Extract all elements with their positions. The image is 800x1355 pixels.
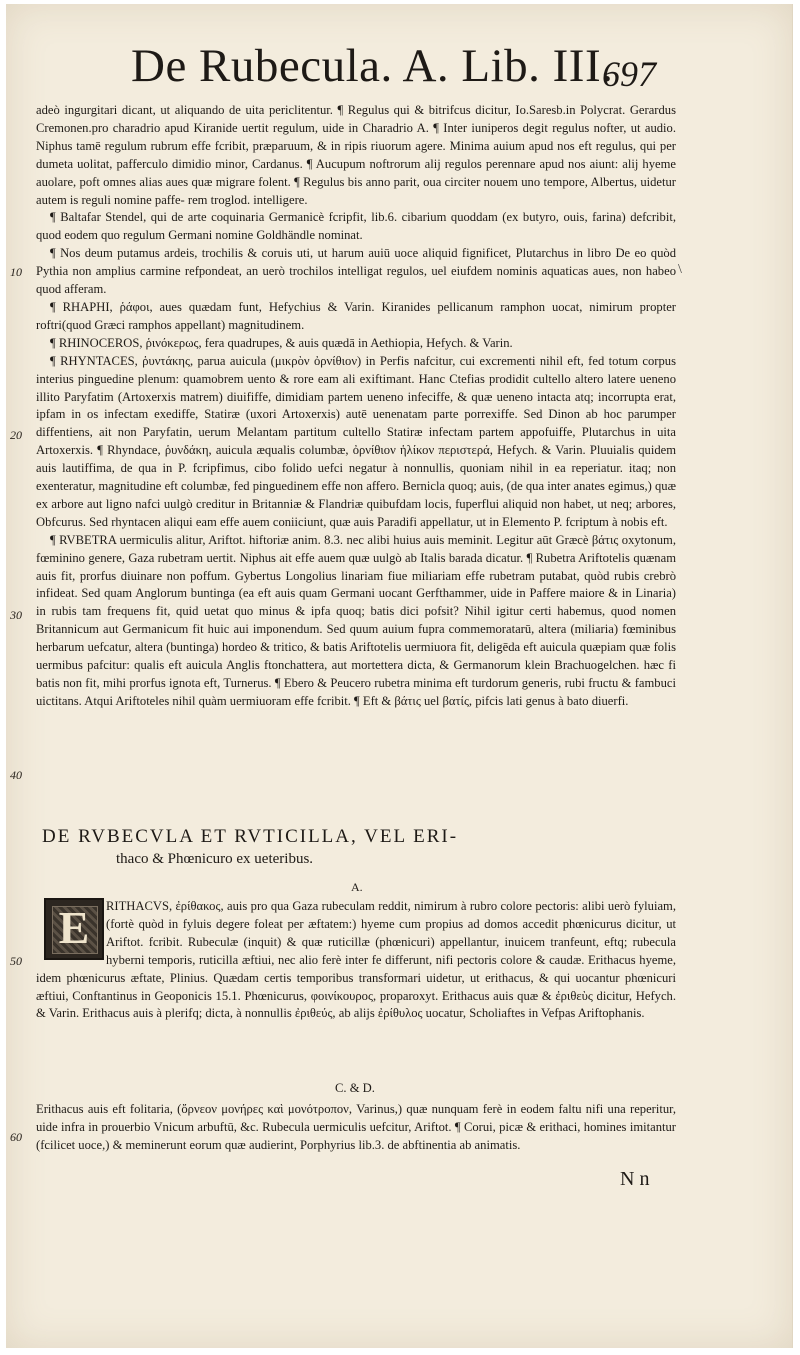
drop-cap-letter: E	[58, 902, 90, 953]
paragraph: ¶ Baltafar Stendel, qui de arte coquinaria Germanicè fcripfit, lib.6. cibarium quoddam (ex butyro, ouis, farina) defcribit, quod eodem quo regulum Germani nomine Goldhändle nominat.	[36, 210, 676, 243]
paragraph: ¶ RHYNTACES, ῥυντάκης, parua auicula (μικρὸν ὀρνίθιον) in Perfis nafcitur, cui excrementi nihil eft, fed totum corpus interius pinguedine plenum: quamobrem uento & rore eam ali exiftimant. Hanc Ctefias prodidit cultello altero latere ueneno illito Paryfatim (Artoxerxis matrem) diuififfe, dimidiam partem ueneno infeciffe, & quæ ueneno intacta atq; incorrupta erat, ipfam in os infectam exediffe, Statiræ (uxori Artoxerxis) autē uenenatam parte porrexiffe. Sed Dinon ab hoc parumper diffentiens, ait non Paryfatin, uerum Melantam partitum cultello Statiræ infectam partem appofuiffe, Plutarchus in uita Artoxerxis. ¶ Rhyndace, ῥυνδάκη, auicula æqualis columbæ, ὀρνίθιον ἡλίκον περιστερά, Hefych. & Varin. Pluuialis quidem auis lautiffima, de qua in P. fcripfimus, cibo folido uefci negatur à nonnullis, quoniam nihil in ea reperiatur. itaq; non exenteratur, magnitudine eft columbæ, fed pinguedinem effe non affero. Bernicla quoq; auis, (de qua inter anates egimus,) quæ ex arbore aut ligno nafci uulgò creditur in Britanniæ & Flandriæ quibufdam locis, fuperflui aliquid non habet, ut neq; arbores, Obfcurus. Sed rhyntacen aliqui eam effe auem coniiciunt, quæ auis Paradifi appellatur, ut in Elemento P. fcriptum à nobis eft.	[36, 353, 676, 529]
section-heading: DE RVBECVLA ET RVTICILLA, VEL ERI-	[42, 826, 459, 847]
page-header	[6, 38, 792, 98]
line-number-60: 60	[10, 1130, 22, 1144]
page-number: 697	[602, 54, 656, 94]
paragraph: ¶ Nos deum putamus ardeis, trochilis & coruis uti, ut harum auiū uoce aliquid fignificet, Plutarchus in libro De eo quòd Pythia non amplius carmine refpondeat, an uerò trochilos intelligat regulos, uel eiufdem nominis aquaticas aues, non habeo quod afferam.	[36, 246, 676, 297]
signature-mark: N n	[620, 1168, 650, 1190]
main-text	[36, 102, 676, 711]
section-letter: A.	[351, 880, 363, 894]
line-number-20: 20	[10, 428, 22, 442]
section-text	[36, 898, 676, 1023]
running-title: De Rubecula. A. Lib. III.	[131, 40, 614, 92]
book-page	[6, 4, 793, 1348]
line-number-40: 40	[10, 768, 22, 782]
paragraph: ¶ RHINOCEROS, ῥινόκερως, fera quadrupes, & auis quædā in Aethiopia, Hefych. & Varin.	[50, 335, 513, 350]
line-number-50: 50	[10, 954, 22, 968]
paragraph: Erithacus auis eft folitaria, (ὄρνεον μονήρες καὶ μονότροπον, Varinus,) quæ nunquam ferè in eodem faltu nifi una reperitur, uide infra in prouerbio Vnicum arbuftū, &c. Rubecula uermiculis uefcitur, Ariftot. ¶ Corui, picæ & erithaci, homines imitantur (fcilicet uoce,) & meminerunt eorum quæ audierint, Porphyrius lib.3. de abftinentia ab animatis.	[36, 1102, 676, 1152]
paragraph: ¶ RHAPHI, ῥάφοι, aues quædam funt, Hefychius & Varin. Kiranides pellicanum ramphon uocat, nimirum propter roftri(quod Græci ramphos appellant) magnitudinem.	[36, 299, 676, 332]
section-text-2	[36, 1101, 676, 1155]
section-subheading: thaco & Phœnicuro ex ueteribus.	[116, 851, 314, 867]
paragraph: RITHACVS, ἐρίθακος, auis pro qua Gaza rubeculam reddit, nimirum à rubro colore pectoris: alibi uerò fyluiam, (fortè quòd in fyluis degere foleat per æftatem:) hyeme cum propius ad domos accedit phœnicurus dicitur, ut Ariftot. fcribit. Rubeculæ (inquit) & quæ ruticillæ (phœnicuri) appellantur, inuicem tranfeunt, eftq; rubecula hyberni temporis, ruticilla æftiui, nec alio ferè inter fe differunt, nifi pectoris colore & caudæ. Erithacus hyeme, idem phœnicurus æftate, Plinius. Quædam certis temporibus transformari uidetur, ut erithacus, & qui uocantur phœnicuri æftiui, Conftantinus in Geoponicis 15.1. Phœnicurus, φοινίκουρος, proparoxyt. Erithacus auis quæ & ἐριθεὺς dicitur, Hefych. & Varin. Erithacus auis à plerifq; dicta, à nonnullis ἐριθεύς, ab alijs ἐρίθυλος uocatur, Scholiaftes in Vefpas Ariftophanis.	[36, 899, 676, 1021]
line-number-30: 30	[10, 608, 22, 622]
line-number-10: 10	[10, 265, 22, 279]
subsection-label: C. & D.	[335, 1081, 375, 1095]
margin-mark: \	[678, 262, 682, 277]
drop-cap-initial	[44, 898, 104, 960]
paragraph: ¶ RVBETRA uermiculis alitur, Ariftot. hiftoriæ anim. 8.3. nec alibi huius auis meminit. Legitur aūt Græcè βάτις oxytonum, fœminino genere, Gaza rubetram uertit. Niphus ait effe auem quæ uulgò ab Italis barada dicatur. ¶ Rubetra Ariftotelis quænam auis fit, prorfus diuinare non poffum. Gybertus Longolius linariam fiue miliariam effe rubetram putabat, quòd rubis crebrò infideat. Sed quam Anglorum buntinga (ea eft auis quam Germani uocant Gerfthammer, uide in Paffere maiore & in Linaria) in rubis tam frequens fit, quid uetat quo minus & ipfa quoq; batis dici pofsit? Nihil igitur certi habemus, quod nomen Britannicum aut Germanicum fit huic aui imponendum. Sed quum auium fupra commemoratarū, altera (miliaria) fœminibus herbarum uefcatur, altera (buntinga) hordeo & tritico, & batis Ariftotelis uermiuora fit, deligēda eft auicula quæpiam quæ folis uermibus pafcitur: qualis eft auicula Anglis ftonchattera, aut mortettera dicta, & Germanorum klein Brachuogelchen. hæc fi batis non fit, mihi prorfus ignota eft, Turnerus. ¶ Ebero & Peucero rubetra minima eft turdorum generis, rubi fructu & fambuci uictitans. Atqui Ariftoteles nihil quàm uermiuoram effe fcribit. ¶ Eft & βάτις uel βατίς, pifcis lati genus à bato diuerfi.	[36, 532, 676, 708]
paragraph: adeò ingurgitari dicant, ut aliquando de uita periclitentur. ¶ Regulus qui & bitrifcus dicitur, Io.Saresb.in Polycrat. Gerardus Cremonen.pro charadrio apud Kiranide uertit regulum, uide in Charadrio A. ¶ Inter iuniperos degit regulus nofter, ut audio. Niphus tamē regulum rubrum effe fcribit, præparuum, & in ripis riuorum agere. Minima auium apud nos eft regulus, qui per dumeta uolitat, pafferculo dimidio minor, Cardanus. ¶ Aucupum noftrorum alij regulos perennare apud nos aiunt: alij hyeme auolare, poft omnes alias aues quæ migrare folent. ¶ Regulus bis anno parit, oua circiter nouem uno tempore, Albertus, uidetur autem is reguli nomine paffe- rem troglod. intelligere.	[36, 103, 676, 207]
